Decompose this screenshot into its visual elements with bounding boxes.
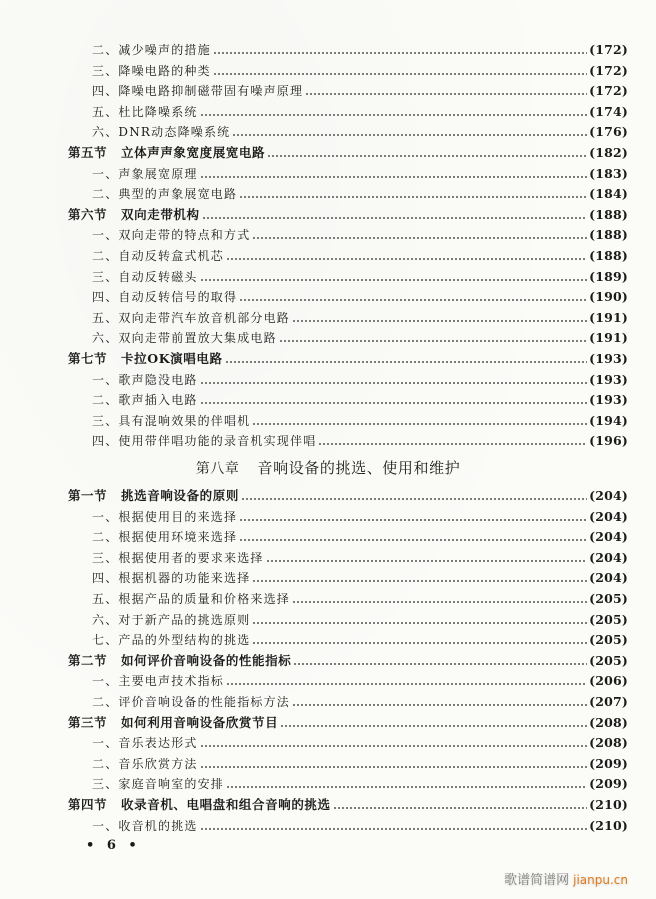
entry-number: 五、	[92, 104, 119, 119]
entry-page-number: (172)	[589, 42, 628, 57]
entry-number: 六、	[92, 125, 119, 140]
entry-page-number: (193)	[589, 392, 628, 408]
entry-title: 自动反转信号的取得	[118, 290, 238, 305]
entry-label	[92, 672, 224, 690]
entry-page-number: (193)	[589, 371, 628, 387]
entry-title: 典型的声象展宽电路	[118, 187, 238, 202]
entry-number: 一、	[92, 736, 119, 751]
toc-subsection-entry	[0, 103, 656, 121]
dot-leader	[200, 745, 587, 747]
entry-page-number: (196)	[589, 433, 628, 449]
watermark	[504, 869, 628, 888]
toc-subsection-entry	[0, 268, 656, 286]
entry-title: 自动反转盒式机芯	[118, 249, 225, 263]
entry-number: 第四节	[68, 797, 108, 812]
entry-page-number: (204)	[589, 570, 628, 586]
entry-title: 歌声隐没电路	[118, 372, 198, 387]
entry-page-number: (210)	[589, 817, 628, 833]
toc-section-entry	[0, 714, 656, 732]
entry-label	[92, 391, 198, 409]
entry-label	[92, 103, 198, 121]
entry-label	[92, 508, 237, 526]
entry-label	[92, 268, 198, 286]
entry-number: 二、	[92, 695, 119, 709]
entry-label	[92, 549, 264, 567]
entry-number: 五、	[92, 310, 119, 325]
toc-subsection-entry	[0, 371, 656, 389]
entry-title: 双向走带前置放大集成电路	[118, 331, 277, 346]
entry-page-number: (172)	[589, 83, 628, 99]
toc-subsection-entry	[0, 82, 656, 100]
toc-subsection-entry	[0, 569, 656, 587]
entry-number: 二、	[92, 187, 119, 202]
toc-section-entry	[0, 487, 656, 505]
entry-label	[92, 226, 250, 244]
entry-page-number: (204)	[589, 549, 628, 565]
toc-subsection-entry	[0, 123, 656, 141]
entry-title: 降噪电路的种类	[118, 63, 211, 78]
entry-page-number: (205)	[589, 591, 628, 606]
dot-leader	[200, 828, 587, 830]
entry-page-number: (191)	[589, 330, 628, 346]
entry-page-number: (172)	[589, 62, 628, 78]
entry-title: 主要电声技术指标	[118, 674, 225, 689]
chapter-number: 第八章	[195, 461, 240, 477]
dot-leader	[318, 443, 587, 445]
dot-leader	[239, 519, 587, 521]
toc-subsection-entry	[0, 432, 656, 450]
entry-number: 一、	[92, 372, 119, 387]
toc-subsection-entry	[0, 247, 656, 265]
dot-leader	[292, 601, 587, 603]
entry-page-number: (193)	[589, 351, 628, 366]
dot-leader	[279, 340, 587, 342]
entry-title: 根据使用环境来选择	[118, 530, 238, 545]
dot-leader	[241, 498, 587, 500]
dot-leader	[232, 134, 587, 136]
entry-number: 第七节	[68, 351, 108, 366]
entry-label	[92, 755, 198, 773]
toc-subsection-entry	[0, 508, 656, 526]
dot-leader	[252, 642, 587, 644]
entry-page-number: (184)	[589, 186, 628, 202]
toc-section-entry	[0, 206, 656, 224]
entry-label	[68, 206, 200, 224]
entry-label	[92, 817, 198, 835]
entry-number: 三、	[92, 550, 119, 565]
dot-leader	[267, 155, 587, 157]
entry-label	[92, 41, 211, 59]
entry-title: 具有混响效果的伴唱机	[118, 413, 251, 428]
entry-label	[68, 487, 239, 505]
entry-page-number: (194)	[589, 412, 628, 428]
entry-number: 一、	[92, 228, 119, 243]
entry-label	[92, 62, 211, 80]
entry-page-number: (189)	[589, 268, 628, 284]
entry-page-number: (209)	[589, 776, 628, 792]
toc-subsection-entry	[0, 590, 656, 608]
toc-subsection-entry	[0, 734, 656, 752]
entry-number: 第二节	[68, 652, 108, 668]
toc-subsection-entry	[0, 41, 656, 59]
entry-title: 根据产品的质量和价格来选择	[118, 592, 291, 606]
entry-number: 四、	[92, 84, 119, 99]
entry-title: 收录音机、电唱盘和组合音响的挑选	[121, 797, 331, 812]
entry-label	[92, 412, 250, 430]
toc-subsection-entry	[0, 412, 656, 430]
dot-leader	[213, 52, 587, 54]
entry-number: 第五节	[68, 145, 108, 160]
toc-subsection-entry	[0, 693, 656, 711]
entry-label	[68, 144, 265, 162]
entry-title: 使用带伴唱功能的录音机实现伴唱	[118, 434, 317, 449]
dot-leader	[292, 704, 587, 706]
entry-title: 产品的外型结构的挑选	[118, 633, 251, 648]
toc-section-entry	[0, 652, 656, 670]
entry-title: 根据机器的功能来选择	[118, 571, 251, 586]
dot-leader	[293, 663, 587, 665]
entry-page-number: (208)	[589, 714, 628, 730]
entry-title: 歌声插入电路	[118, 393, 198, 408]
entry-label	[92, 631, 250, 649]
entry-number: 三、	[92, 269, 119, 284]
entry-label	[92, 288, 237, 306]
entry-page-number: (188)	[589, 227, 628, 243]
entry-title: 减少噪声的措施	[118, 43, 211, 57]
entry-number: 四、	[92, 571, 119, 586]
chapter-title: 音响设备的挑选、使用和维护	[257, 459, 461, 477]
dot-leader	[239, 196, 587, 198]
entry-number: 二、	[92, 756, 119, 771]
entry-title: 收音机的挑选	[118, 818, 198, 833]
entry-label	[92, 775, 224, 793]
entry-page-number: (207)	[589, 694, 628, 709]
entry-label	[92, 693, 290, 711]
entry-number: 一、	[92, 818, 119, 833]
dot-leader	[226, 258, 587, 260]
entry-number: 七、	[92, 633, 119, 648]
entry-label	[92, 569, 250, 587]
page-number: • 6 •	[86, 838, 141, 853]
entry-title: 家庭音响室的安排	[118, 777, 225, 792]
entry-title: 双向走带机构	[121, 206, 200, 222]
toc-subsection-entry	[0, 309, 656, 327]
entry-title: 卡拉OK演唱电路	[121, 351, 223, 366]
entry-label	[92, 329, 277, 347]
dot-leader	[200, 402, 587, 404]
entry-title: 双向走带汽车放音机部分电路	[118, 310, 291, 325]
entry-title: 音乐欣赏方法	[118, 756, 198, 771]
entry-title: 如何评价音响设备的性能指标	[121, 652, 292, 668]
entry-title: 降噪电路抑制磁带固有噪声原理	[118, 84, 304, 99]
toc-subsection-entry	[0, 62, 656, 80]
entry-page-number: (182)	[589, 145, 628, 160]
dot-leader	[239, 299, 587, 301]
toc-subsection-entry	[0, 185, 656, 203]
dot-leader	[252, 237, 587, 239]
entry-title: 音乐表达形式	[118, 736, 198, 751]
entry-number: 二、	[92, 530, 119, 545]
entry-number: 四、	[92, 434, 119, 449]
toc-subsection-entry	[0, 288, 656, 306]
entry-number: 五、	[92, 592, 119, 606]
toc-subsection-entry	[0, 226, 656, 244]
dot-leader	[213, 73, 587, 75]
entry-label	[92, 82, 303, 100]
entry-page-number: (204)	[589, 508, 628, 524]
toc-subsection-entry	[0, 611, 656, 629]
entry-label	[92, 309, 290, 327]
dot-leader	[200, 176, 587, 178]
dot-leader	[252, 622, 587, 624]
toc-subsection-entry	[0, 817, 656, 835]
entry-page-number: (206)	[589, 673, 628, 689]
entry-label	[92, 165, 198, 183]
toc-subsection-entry	[0, 391, 656, 409]
entry-label	[92, 590, 290, 608]
toc-section-entry	[0, 350, 656, 368]
entry-title: 双向走带的特点和方式	[118, 228, 251, 243]
toc-subsection-entry	[0, 775, 656, 793]
entry-number: 四、	[92, 290, 119, 305]
watermark-domain: jianpu.cn	[573, 873, 628, 887]
entry-number: 一、	[92, 509, 119, 524]
dot-leader	[225, 361, 588, 363]
dot-leader	[200, 382, 587, 384]
entry-number: 二、	[92, 43, 119, 57]
entry-page-number: (205)	[589, 611, 628, 627]
entry-number: 二、	[92, 249, 119, 263]
entry-number: 三、	[92, 777, 119, 792]
entry-label	[92, 734, 198, 752]
entry-number: 第六节	[68, 206, 108, 222]
entry-number: 一、	[92, 674, 119, 689]
entry-label	[92, 528, 237, 546]
dot-leader	[280, 725, 587, 727]
entry-title: DNR动态降噪系统	[118, 125, 231, 140]
toc-subsection-entry	[0, 549, 656, 567]
toc-subsection-entry	[0, 165, 656, 183]
entry-page-number: (176)	[589, 124, 628, 140]
entry-label	[68, 714, 278, 732]
entry-number: 二、	[92, 393, 119, 408]
entry-label	[92, 611, 250, 629]
entry-page-number: (191)	[589, 309, 628, 325]
dot-leader	[226, 786, 587, 788]
entry-title: 评价音响设备的性能指标方法	[118, 695, 291, 709]
entry-number: 三、	[92, 413, 119, 428]
entry-page-number: (210)	[589, 797, 628, 812]
dot-leader	[292, 320, 587, 322]
entry-number: 六、	[92, 612, 119, 627]
dot-leader	[252, 423, 587, 425]
entry-title: 挑选音响设备的原则	[121, 488, 239, 503]
dot-leader	[305, 93, 587, 95]
entry-page-number: (204)	[589, 529, 628, 545]
entry-label	[92, 123, 230, 141]
entry-number: 六、	[92, 331, 119, 346]
entry-label	[68, 652, 291, 670]
entry-number: 第一节	[68, 488, 108, 503]
chapter-heading	[0, 457, 656, 478]
dot-leader	[200, 114, 587, 116]
entry-title: 立体声声象宽度展宽电路	[121, 145, 266, 160]
watermark-text: 歌谱简谱网	[504, 873, 570, 888]
toc-subsection-entry	[0, 672, 656, 690]
entry-title: 如何利用音响设备欣赏节目	[121, 714, 279, 730]
dot-leader	[200, 279, 587, 281]
toc-subsection-entry	[0, 631, 656, 649]
entry-page-number: (190)	[589, 289, 628, 305]
toc-section-entry	[0, 144, 656, 162]
dot-leader	[226, 683, 587, 685]
entry-page-number: (205)	[589, 652, 628, 668]
toc-subsection-entry	[0, 528, 656, 546]
entry-number: 三、	[92, 63, 119, 78]
entry-label	[92, 432, 316, 450]
entry-page-number: (204)	[589, 488, 628, 503]
entry-page-number: (174)	[589, 103, 628, 119]
dot-leader	[252, 580, 587, 582]
entry-page-number: (188)	[589, 206, 628, 222]
entry-page-number: (209)	[589, 755, 628, 771]
entry-page-number: (208)	[589, 735, 628, 751]
entry-label	[68, 350, 223, 368]
entry-label	[92, 247, 224, 265]
entry-title: 自动反转磁头	[118, 269, 198, 284]
entry-label	[92, 371, 198, 389]
toc-section-entry	[0, 796, 656, 814]
entry-number: 第三节	[68, 714, 108, 730]
entry-title: 对于新产品的挑选原则	[118, 612, 251, 627]
dot-leader	[239, 539, 587, 541]
toc-subsection-entry	[0, 755, 656, 773]
dot-leader	[266, 560, 587, 562]
entry-label	[92, 185, 237, 203]
dot-leader	[333, 807, 587, 809]
entry-title: 根据使用者的要求来选择	[118, 550, 264, 565]
dot-leader	[202, 217, 587, 219]
toc-subsection-entry	[0, 329, 656, 347]
entry-label	[68, 796, 331, 814]
entry-page-number: (205)	[589, 632, 628, 648]
entry-page-number: (183)	[589, 165, 628, 181]
entry-title: 杜比降噪系统	[118, 104, 198, 119]
entry-number: 一、	[92, 166, 119, 181]
entry-title: 声象展宽原理	[118, 166, 198, 181]
entry-title: 根据使用目的来选择	[118, 509, 238, 524]
entry-page-number: (188)	[589, 248, 628, 263]
dot-leader	[200, 766, 587, 768]
